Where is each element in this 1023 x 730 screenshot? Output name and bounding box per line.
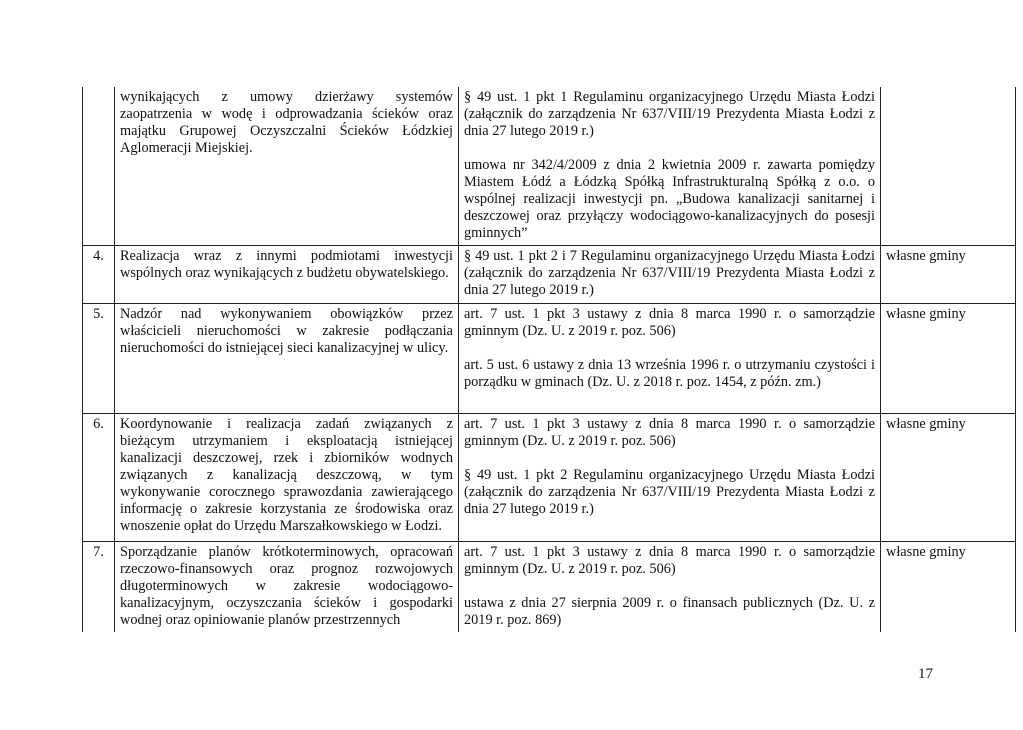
task-type: [881, 87, 1016, 246]
task-description: Nadzór nad wykonywaniem obowiązków przez właścicieli nieruchomości w zakresie podłączania nieruchomości do istniejącej sieci kanalizacyjnej w ulicy.: [115, 304, 459, 414]
task-type: własne gminy: [881, 542, 1016, 633]
row-number: 6.: [83, 414, 115, 542]
table-row: [83, 87, 1016, 246]
legal-basis-paragraph: art. 7 ust. 1 pkt 3 ustawy z dnia 8 marca 1990 r. o samorządzie gminnym (Dz. U. z 2019 r. poz. 506): [464, 306, 875, 339]
legal-basis: [459, 87, 881, 246]
table-row: [83, 304, 1016, 414]
task-description: wynikających z umowy dzierżawy systemów zaopatrzenia w wodę i odprowadzania ścieków oraz majątku Grupowej Oczyszczalni Ścieków Łódzkiej Aglomeracji Miejskiej.: [115, 87, 459, 246]
legal-basis: [459, 246, 881, 304]
legal-basis-paragraph: § 49 ust. 1 pkt 2 i 7 Regulaminu organizacyjnego Urzędu Miasta Łodzi (załącznik do zarządzenia Nr 637/VIII/19 Prezydenta Miasta Łodzi z dnia 27 lutego 2019 r.): [464, 248, 875, 298]
row-number: 4.: [83, 246, 115, 304]
task-description: Koordynowanie i realizacja zadań związanych z bieżącym utrzymaniem i eksploatacją istniejącej kanalizacji deszczowej, rzek i zbiorników wodnych związanych z kanalizacją deszczową, w tym wykonywanie corocznego sprawozdania zawierającego informację o zakresie korzystania ze środowiska oraz wnoszenie opłat do Urzędu Marszałkowskiego w Łodzi.: [115, 414, 459, 542]
legal-basis-paragraph: art. 5 ust. 6 ustawy z dnia 13 września 1996 r. o utrzymaniu czystości i porządku w gminach (Dz. U. z 2018 r. poz. 1454, z późn. zm.): [464, 357, 875, 390]
task-description: Sporządzanie planów krótkoterminowych, opracowań rzeczowo-finansowych oraz prognoz rozwojowych długoterminowych w zakresie wodociągowo-kanalizacyjnym, oczyszczania ścieków i gospodarki wodnej oraz opiniowanie planów przestrzennych: [115, 542, 459, 633]
task-type: własne gminy: [881, 246, 1016, 304]
task-description: Realizacja wraz z innymi podmiotami inwestycji wspólnych oraz wynikających z budżetu obywatelskiego.: [115, 246, 459, 304]
task-type: własne gminy: [881, 304, 1016, 414]
legal-basis: [459, 304, 881, 414]
legal-basis: [459, 414, 881, 542]
row-number: 5.: [83, 304, 115, 414]
legal-basis-paragraph: § 49 ust. 1 pkt 1 Regulaminu organizacyjnego Urzędu Miasta Łodzi (załącznik do zarządzenia Nr 637/VIII/19 Prezydenta Miasta Łodzi z dnia 27 lutego 2019 r.): [464, 89, 875, 139]
row-number: 7.: [83, 542, 115, 633]
table-row: [83, 246, 1016, 304]
tasks-table: [82, 87, 1016, 632]
legal-basis-paragraph: art. 7 ust. 1 pkt 3 ustawy z dnia 8 marca 1990 r. o samorządzie gminnym (Dz. U. z 2019 r. poz. 506): [464, 416, 875, 449]
task-type: własne gminy: [881, 414, 1016, 542]
table-row: [83, 414, 1016, 542]
legal-basis-paragraph: ustawa z dnia 27 sierpnia 2009 r. o finansach publicznych (Dz. U. z 2019 r. poz. 869): [464, 595, 875, 628]
legal-basis: [459, 542, 881, 633]
legal-basis-paragraph: art. 7 ust. 1 pkt 3 ustawy z dnia 8 marca 1990 r. o samorządzie gminnym (Dz. U. z 2019 r. poz. 506): [464, 544, 875, 577]
legal-basis-paragraph: umowa nr 342/4/2009 z dnia 2 kwietnia 2009 r. zawarta pomiędzy Miastem Łódź a Łódzką Spółką Infrastrukturalną Spółką z o.o. o wspólnej realizacji inwestycji pn. „Budowa kanalizacji sanitarnej i deszczowej oraz przyłączy wodociągowo-kanalizacyjnych do posesji gminnych”: [464, 157, 875, 241]
table-row: [83, 542, 1016, 633]
legal-basis-paragraph: § 49 ust. 1 pkt 2 Regulaminu organizacyjnego Urzędu Miasta Łodzi (załącznik do zarządzenia Nr 637/VIII/19 Prezydenta Miasta Łodzi z dnia 27 lutego 2019 r.): [464, 467, 875, 517]
page-number: 17: [918, 666, 933, 682]
row-number: [83, 87, 115, 246]
